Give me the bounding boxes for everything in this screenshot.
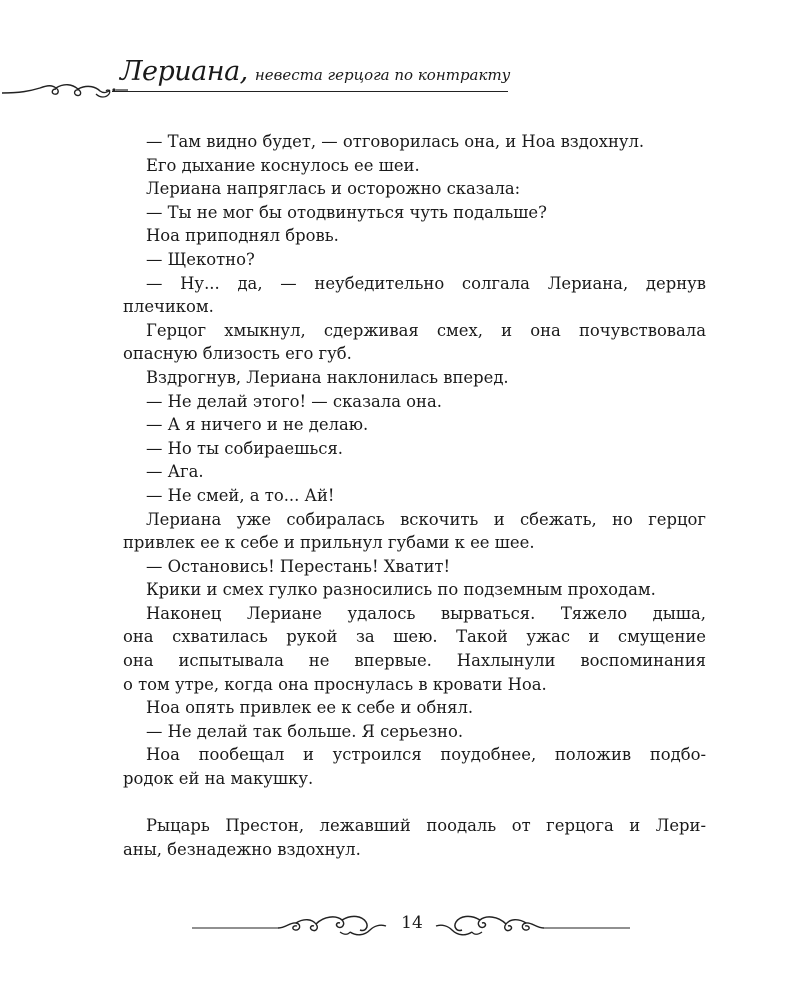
text-line: — Ну... да, — неубедительно солгала Лериана, дернув xyxy=(146,273,706,293)
page-body xyxy=(123,130,706,861)
text-line: — Но ты собираешься. xyxy=(146,438,343,458)
paragraph-gap xyxy=(146,791,706,815)
text-line: она испытывала не впервые. Нахлынули воспоминания xyxy=(123,651,706,671)
text-line: аны, безнадежно вздохнул. xyxy=(123,839,361,859)
text-line: — Не делай так больше. Я серьезно. xyxy=(146,721,464,741)
text-line: Лериана уже собиралась вскочить и сбежать, но герцог xyxy=(146,509,706,529)
text-line: Рыцарь Престон, лежавший поодаль от герцога и Лери- xyxy=(146,816,706,836)
text-line: — А я ничего и не делаю. xyxy=(146,415,369,435)
page-number: 14 xyxy=(401,913,423,933)
text-line: — Ага. xyxy=(146,462,204,482)
text-line: Наконец Лериане удалось вырваться. Тяжело дыша, xyxy=(146,603,706,623)
scroll-ornament-right-icon xyxy=(432,910,632,940)
scroll-ornament-left-icon xyxy=(190,910,390,940)
text-line: она схватилась рукой за шею. Такой ужас и смущение xyxy=(123,627,706,647)
text-line: — Остановись! Перестань! Хватит! xyxy=(146,556,451,576)
text-line: Ноа приподнял бровь. xyxy=(146,226,339,246)
text-line: — Не смей, а то... Ай! xyxy=(146,485,335,505)
header-rule xyxy=(112,91,508,92)
text-line: привлек ее к себе и прильнул губами к ее шее. xyxy=(123,533,535,553)
text-line: Герцог хмыкнул, сдерживая смех, и она почувствовала xyxy=(146,320,706,340)
text-line: — Ты не мог бы отодвинуться чуть подальше? xyxy=(146,202,547,222)
text-line: Ноа пообещал и устроился поудобнее, положив подбо- xyxy=(146,745,706,765)
text-line: родок ей на макушку. xyxy=(123,769,314,789)
book-title-subtitle: невеста герцога по контракту xyxy=(254,66,511,84)
text-line: — Щекотно? xyxy=(146,249,255,269)
book-title-name: Лериана, xyxy=(120,56,248,87)
page-footer xyxy=(0,905,800,945)
text-line: — Там видно будет, — отговорилась она, и Ноа вздохнул. xyxy=(146,132,645,151)
text-line: о том утре, когда она проснулась в кровати Ноа. xyxy=(123,674,547,694)
text-line: — Не делай этого! — сказала она. xyxy=(146,391,442,411)
text-line: Его дыхание коснулось ее шеи. xyxy=(146,155,420,175)
text-line: Ноа опять привлек ее к себе и обнял. xyxy=(146,698,474,718)
book-title xyxy=(120,57,510,90)
text-line: опасную близость его губ. xyxy=(123,344,352,364)
running-header xyxy=(0,55,800,110)
text-line: Вздрогнув, Лериана наклонилась вперед. xyxy=(146,367,509,387)
swirl-ornament-icon xyxy=(0,79,130,105)
text-line: Лериана напряглась и осторожно сказала: xyxy=(146,179,521,199)
text-line: плечиком. xyxy=(123,297,214,317)
text-line: Крики и смех гулко разносились по подземным проходам. xyxy=(146,580,656,600)
